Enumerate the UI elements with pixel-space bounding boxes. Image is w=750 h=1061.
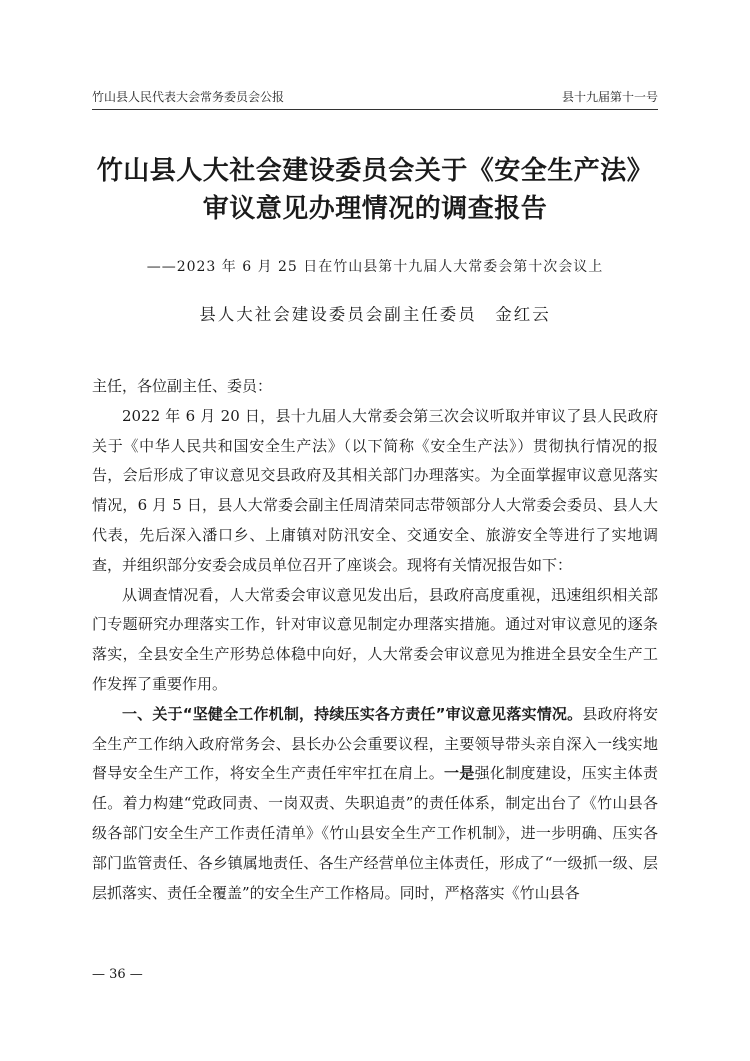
running-header <box>92 88 658 105</box>
section-heading-1: 一、关于“坚健全工作机制，持续压实各方责任”审议意见落实情况。 <box>122 704 583 723</box>
header-right: 县十九届第十一号 <box>561 90 658 104</box>
document-body <box>92 372 658 908</box>
paragraph-3 <box>92 700 658 909</box>
document-title <box>60 152 690 228</box>
salutation: 主任，各位副主任、委员： <box>92 377 273 395</box>
page-number: — 36 — <box>92 967 143 982</box>
title-line-2: 审议意见办理情况的调查报告 <box>202 194 548 224</box>
paragraph-3-text-b: 强化制度建设，压实主体责任。着力构建“党政同责、一岗双责、失职追责”的责任体系，制定出台了《竹山县各级各部门安全生产工作责任清单》《竹山县安全生产工作机制》，进一步明确、压实各部门监管责任、各乡镇属地责任、各生产经营单位主体责任，形成了“一级抓一级、层层抓落实、责任全覆盖”的安全生产工作格局。同时，严格落实《竹山县各 <box>92 764 658 902</box>
title-line-1: 竹山县人大社会建设委员会关于《安全生产法》 <box>96 156 654 186</box>
paragraph-3-text-a: 县政府将安全生产工作纳入政府常务会、县长办公会重要议程，主要领导带头亲自深入一线实地督导安全生产工作，将安全生产责任牢牢扛在肩上。 <box>92 704 658 783</box>
document-author: 县人大社会建设委员会副主任委员 金红云 <box>199 305 551 324</box>
point-lead-1: 一是 <box>444 764 475 783</box>
paragraph-2: 从调查情况看，人大常委会审议意见发出后，县政府高度重视，迅速组织相关部门专题研究办理落实工作，针对审议意见制定办理落实措施。通过对审议意见的逐条落实，全县安全生产形势总体稳中向好，人大常委会审议意见为推进全县安全生产工作发挥了重要作用。 <box>92 585 658 693</box>
paragraph-1: 2022 年 6 月 20 日，县十九届人大常委会第三次会议听取并审议了县人民政府关于《中华人民共和国安全生产法》（以下简称《安全生产法》）贯彻执行情况的报告，会后形成了审议意见交县政府及其相关部门办理落实。为全面掌握审议意见落实情况，6 月 5 日，县人大常委会副主任周清荣同志带领部分人大常委会委员、县人大代表，先后深入潘口乡、上庸镇对防汛安全、交通安全、旅游安全等进行了实地调查，并组织部分安委会成员单位召开了座谈会。现将有关情况报告如下： <box>92 406 658 574</box>
header-divider <box>92 109 658 110</box>
header-left: 竹山县人民代表大会常务委员会公报 <box>92 90 285 104</box>
document-subtitle: ——2023 年 6 月 25 日在竹山县第十九届人大常委会第十次会议上 <box>146 259 604 275</box>
